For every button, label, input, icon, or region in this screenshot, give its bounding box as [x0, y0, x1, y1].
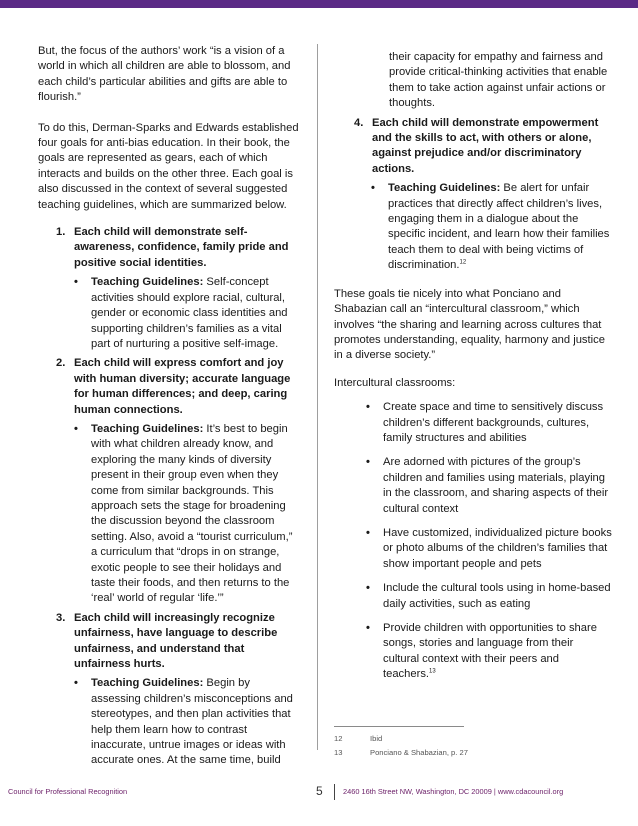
list-item: [366, 526, 612, 572]
list-item: [366, 400, 612, 446]
footnote-number: 12: [334, 734, 343, 743]
column-divider: [317, 44, 318, 750]
footnote-ref-12[interactable]: 12: [459, 259, 467, 266]
guideline-label: Teaching Guidelines:: [91, 276, 204, 289]
left-column: [38, 44, 300, 769]
goal-4-number: 4.: [354, 116, 364, 129]
list-item: [366, 621, 612, 683]
goal-2: [56, 356, 300, 418]
goal-1: [56, 225, 300, 271]
bullet-icon: •: [366, 582, 370, 595]
goal-2-number: 2.: [56, 357, 66, 370]
guideline-text: Self-concept activities should explore racial, cultural, gender or economic class identities and supporting children’s families as a vital part of nurturing a positive self-image.: [91, 276, 288, 350]
bullet-icon: •: [366, 456, 370, 469]
goal-1-text: Each child will demonstrate self-awareness, confidence, family pride and positive social identities.: [74, 226, 289, 269]
goal-4: [354, 116, 612, 178]
intro-goals-paragraph: To do this, Derman-Sparks and Edwards established four goals for anti-bias education. In their book, the goals are represented as gears, each of which interacts and builds on the other three. Each goal is also discussed in the context of several suggested teaching guidelines, which are summarized below.: [38, 121, 299, 211]
footnote-ref-13[interactable]: 13: [429, 668, 436, 675]
goal-4-text: Each child will demonstrate empowerment and the skills to act, with others or alone, against prejudice and/or discriminatory actions.: [372, 116, 599, 175]
list-item-text: Have customized, individualized picture books or photo albums of the children’s families that show important people and pets: [383, 526, 612, 570]
goal-1-number: 1.: [56, 226, 66, 239]
bullet-icon: •: [371, 182, 375, 195]
guideline-text: It’s best to begin with what children already know, and exploring the many kinds of diversity present in their group even when they come from similar backgrounds. This approach sets the stage for broadening the discussion beyond the classroom setting. Also, avoid a “tourist curriculum,” a curriculum that “drops in on strange, exotic people to see their holidays and taste their foods, and then returns to the ‘real’ world of regular ‘life.’”: [91, 422, 293, 605]
bullet-icon: •: [74, 422, 78, 435]
footer-divider: [334, 784, 335, 800]
top-accent-bar: [0, 0, 638, 8]
page-footer: [0, 786, 638, 800]
goal-4-guideline: [371, 181, 612, 273]
bullet-icon: •: [366, 401, 370, 414]
guideline-label: Teaching Guidelines:: [91, 422, 204, 435]
goal-2-text: Each child will express comfort and joy with human diversity; accurate language for human differences; and deep, caring human connections.: [74, 357, 291, 416]
goal-3-guideline: [74, 676, 300, 768]
footnote-text: Ponciano & Shabazian, p. 27: [370, 748, 468, 757]
guideline-text: Be alert for unfair practices that directly affect children’s lives, engaging them in a dialogue about the specific incident, and learn how their families teach them to deal with being victims of discrimination.: [388, 182, 610, 272]
bullet-icon: •: [366, 622, 370, 634]
intercultural-intro-paragraph: These goals tie nicely into what Ponciano and Shabazian call an “intercultural classroom,” which involves “the sharing and learning across cultures that promotes understanding, equality, harmony and justice in a diverse society.”: [334, 287, 605, 362]
list-item: [366, 455, 612, 517]
goal-3-continuation: their capacity for empathy and fairness and provide critical-thinking activities that enable them to take action against unfair actions or thoughts.: [389, 51, 608, 110]
footnote-12: [334, 734, 382, 743]
intro-quote-paragraph: But, the focus of the authors’ work “is a vision of a world in which all children are able to blossom, and each child’s particular abilities and gifts are able to flourish.”: [38, 45, 291, 104]
footnote-number: 13: [334, 748, 343, 757]
list-item-text: Provide children with opportunities to share songs, stories and language from their cultural context with their peers and teachers.: [383, 622, 597, 681]
footer-org: Council for Professional Recognition: [8, 787, 128, 796]
bullet-icon: •: [366, 526, 370, 539]
list-item-text: Include the cultural tools using in home-based daily activities, such as eating: [383, 582, 611, 610]
right-column: [334, 50, 612, 683]
bullet-icon: •: [74, 276, 78, 289]
intercultural-label: Intercultural classrooms:: [334, 376, 456, 389]
list-item-text: Create space and time to sensitively discuss children’s different backgrounds, cultures, family structures and abilities: [383, 401, 604, 444]
goal-3-text: Each child will increasingly recognize unfairness, have language to describe unfairness, and understand that unfairness hurts.: [74, 611, 278, 671]
intercultural-bullet-list: [366, 400, 612, 683]
guideline-label: Teaching Guidelines:: [388, 182, 501, 195]
goal-3: [56, 611, 300, 673]
page-number: 5: [316, 784, 323, 798]
guideline-label: Teaching Guidelines:: [91, 677, 204, 690]
list-item: [366, 581, 612, 612]
bullet-icon: •: [74, 677, 78, 690]
goal-3-number: 3.: [56, 611, 66, 624]
footnote-text: Ibid: [370, 734, 383, 743]
footnote-13: [334, 748, 468, 757]
guideline-text: Begin by assessing children’s misconceptions and stereotypes, and then plan activities that help them learn how to contrast inaccurate, untrue images or ideas with accurate ones. At the same time, build: [91, 677, 293, 767]
list-item-text: Are adorned with pictures of the group’s children and families using materials, playing in the classroom, and sharing aspects of their cultural context: [383, 456, 609, 515]
footer-address[interactable]: 2460 16th Street NW, Washington, DC 20009 | www.cdacouncil.org: [343, 787, 564, 796]
goal-2-guideline: [74, 422, 300, 607]
goal-1-guideline: [74, 275, 300, 352]
footnote-divider: [334, 726, 464, 727]
